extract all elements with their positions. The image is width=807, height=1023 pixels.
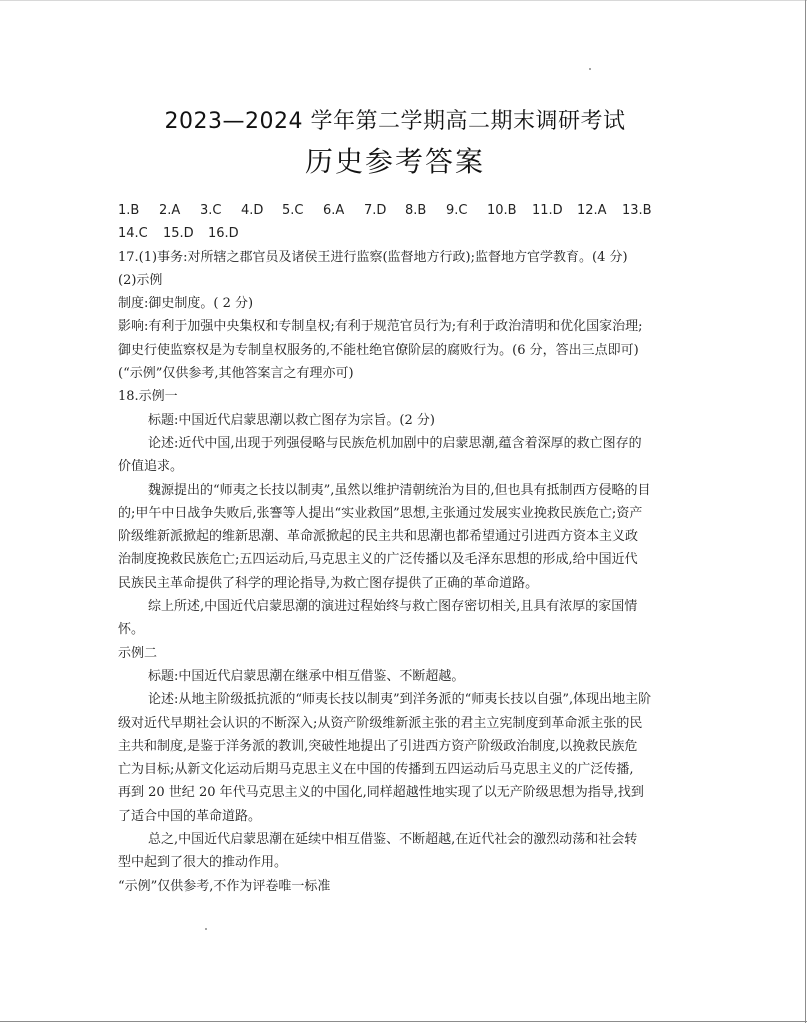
q18-note: “示例”仅供参考,不作为评卷唯一标准 xyxy=(118,878,331,894)
answer-item: 6.A xyxy=(323,203,345,218)
q18-ex2-title: 标题:中国近代启蒙思潮在继承中相互借鉴、不断超越。 xyxy=(148,668,465,684)
page-border-bottom xyxy=(0,1021,807,1022)
answer-item: 4.D xyxy=(241,203,264,218)
answer-item: 16.D xyxy=(208,226,239,242)
q18-ex1-arg-line: 论述:近代中国,出现于列强侵略与民族危机加剧中的启蒙思潮,蕴含着深厚的救亡图存的 xyxy=(148,435,642,451)
q18-ex2-arg-line: 亡为目标;从新文化运动后期马克思主义在中国的传播到五四运动后马克思主义的广泛传播, xyxy=(118,762,634,778)
answer-item: 7.D xyxy=(364,203,387,218)
q18-ex1-conclusion-line: 怀。 xyxy=(118,622,145,638)
q17-note: (“示例”仅供参考,其他答案言之有理亦可) xyxy=(118,366,354,382)
q18-ex1-arg-line: 价值追求。 xyxy=(118,459,184,475)
answer-item: 11.D xyxy=(532,203,563,218)
answer-item: 14.C xyxy=(118,226,148,242)
answer-item: 9.C xyxy=(446,203,468,218)
answer-item: 8.B xyxy=(405,203,427,218)
scan-speck xyxy=(205,928,207,930)
answer-item: 12.A xyxy=(577,203,607,218)
q18-ex2-conclusion-line: 型中起到了很大的推动作用。 xyxy=(118,855,288,871)
answer-item: 13.B xyxy=(622,203,652,218)
answer-item: 1.B xyxy=(118,203,140,218)
answer-item: 2.A xyxy=(159,203,181,218)
q18-ex2-conclusion-line: 总之,中国近代启蒙思潮在延续中相互借鉴、不断超越,在近代社会的激烈动荡和社会转 xyxy=(148,832,638,848)
q18-ex1-title: 标题:中国近代启蒙思潮以救亡图存为宗旨。(2 分) xyxy=(148,412,435,428)
q18-ex1-body-line: 治制度挽救民族危亡;五四运动后,马克思主义的广泛传播以及毛泽东思想的形成,给中国近代 xyxy=(118,552,638,568)
q18-ex1-body-line: 民族民主革命提供了科学的理论指导,为救亡图存提供了正确的革命道路。 xyxy=(118,575,539,591)
answer-item: 10.B xyxy=(487,203,517,218)
answer-content xyxy=(118,199,688,898)
q18-ex1-conclusion-line: 综上所述,中国近代启蒙思潮的演进过程始终与救亡图存密切相关,且具有浓厚的家国情 xyxy=(148,599,638,615)
page-border-top xyxy=(0,0,807,1)
scan-speck xyxy=(589,68,591,70)
q18-ex2-arg-line: 论述:从地主阶级抵抗派的“师夷长技以制夷”到洋务派的“师夷长技以自强”,体现出地主阶 xyxy=(148,692,652,708)
q18-ex1-body-line: 的;甲午中日战争失败后,张謇等人提出“实业救国”思想,主张通过发展实业挽救民族危亡;资产 xyxy=(118,505,643,521)
q17-part1: 17.(1)事务:对所辖之郡官员及诸侯王进行监察(监督地方行政);监督地方官学教育。(4 分) xyxy=(118,249,628,265)
q18-ex2-heading: 示例二 xyxy=(118,645,158,661)
exam-title: 2023—2024 学年第二学期高二期末调研考试 xyxy=(164,109,626,134)
q18-ex2-arg-line: 主共和制度,是鉴于洋务派的教训,突破性地提出了引进西方资产阶级政治制度,以挽救民族危 xyxy=(118,738,638,754)
q18-ex2-arg-line: 再到 20 世纪 20 年代马克思主义的中国化,同样超越性地实现了以无产阶级思想为指导,找到 xyxy=(118,785,644,801)
q17-system: 制度:御史制度。( 2 分) xyxy=(118,296,254,312)
q17-part2-heading: (2)示例 xyxy=(118,272,163,288)
q18-ex2-arg-line: 了适合中国的革命道路。 xyxy=(118,808,262,824)
page-border-right xyxy=(805,0,806,1023)
q18-heading: 18.示例一 xyxy=(118,389,178,405)
multiple-choice-answers xyxy=(118,199,688,246)
q18-ex2-arg-line: 级对近代早期社会认识的不断深入;从资产阶级维新派主张的君主立宪制度到革命派主张的民 xyxy=(118,715,643,731)
answer-item: 5.C xyxy=(282,203,304,218)
q18-ex1-body-line: 阶级维新派掀起的维新思潮、革命派掀起的民主共和思潮也都希望通过引进西方资本主义政 xyxy=(118,529,639,545)
answer-item: 3.C xyxy=(200,203,222,218)
q17-impact-line: 影响:有利于加强中央集权和专制皇权;有利于规范官员行为;有利于政治清明和优化国家治理; xyxy=(118,319,643,335)
answer-key-title: 历史参考答案 xyxy=(304,145,485,178)
q17-impact-line: 御史行使监察权是为专制皇权服务的,不能杜绝官僚阶层的腐败行为。(6 分，答出三点即可) xyxy=(118,342,639,358)
answer-item: 15.D xyxy=(163,226,194,242)
q18-ex1-body-line: 魏源提出的“师夷之长技以制夷”,虽然以维护清朝统治为目的,但也具有抵制西方侵略的目 xyxy=(148,482,651,498)
